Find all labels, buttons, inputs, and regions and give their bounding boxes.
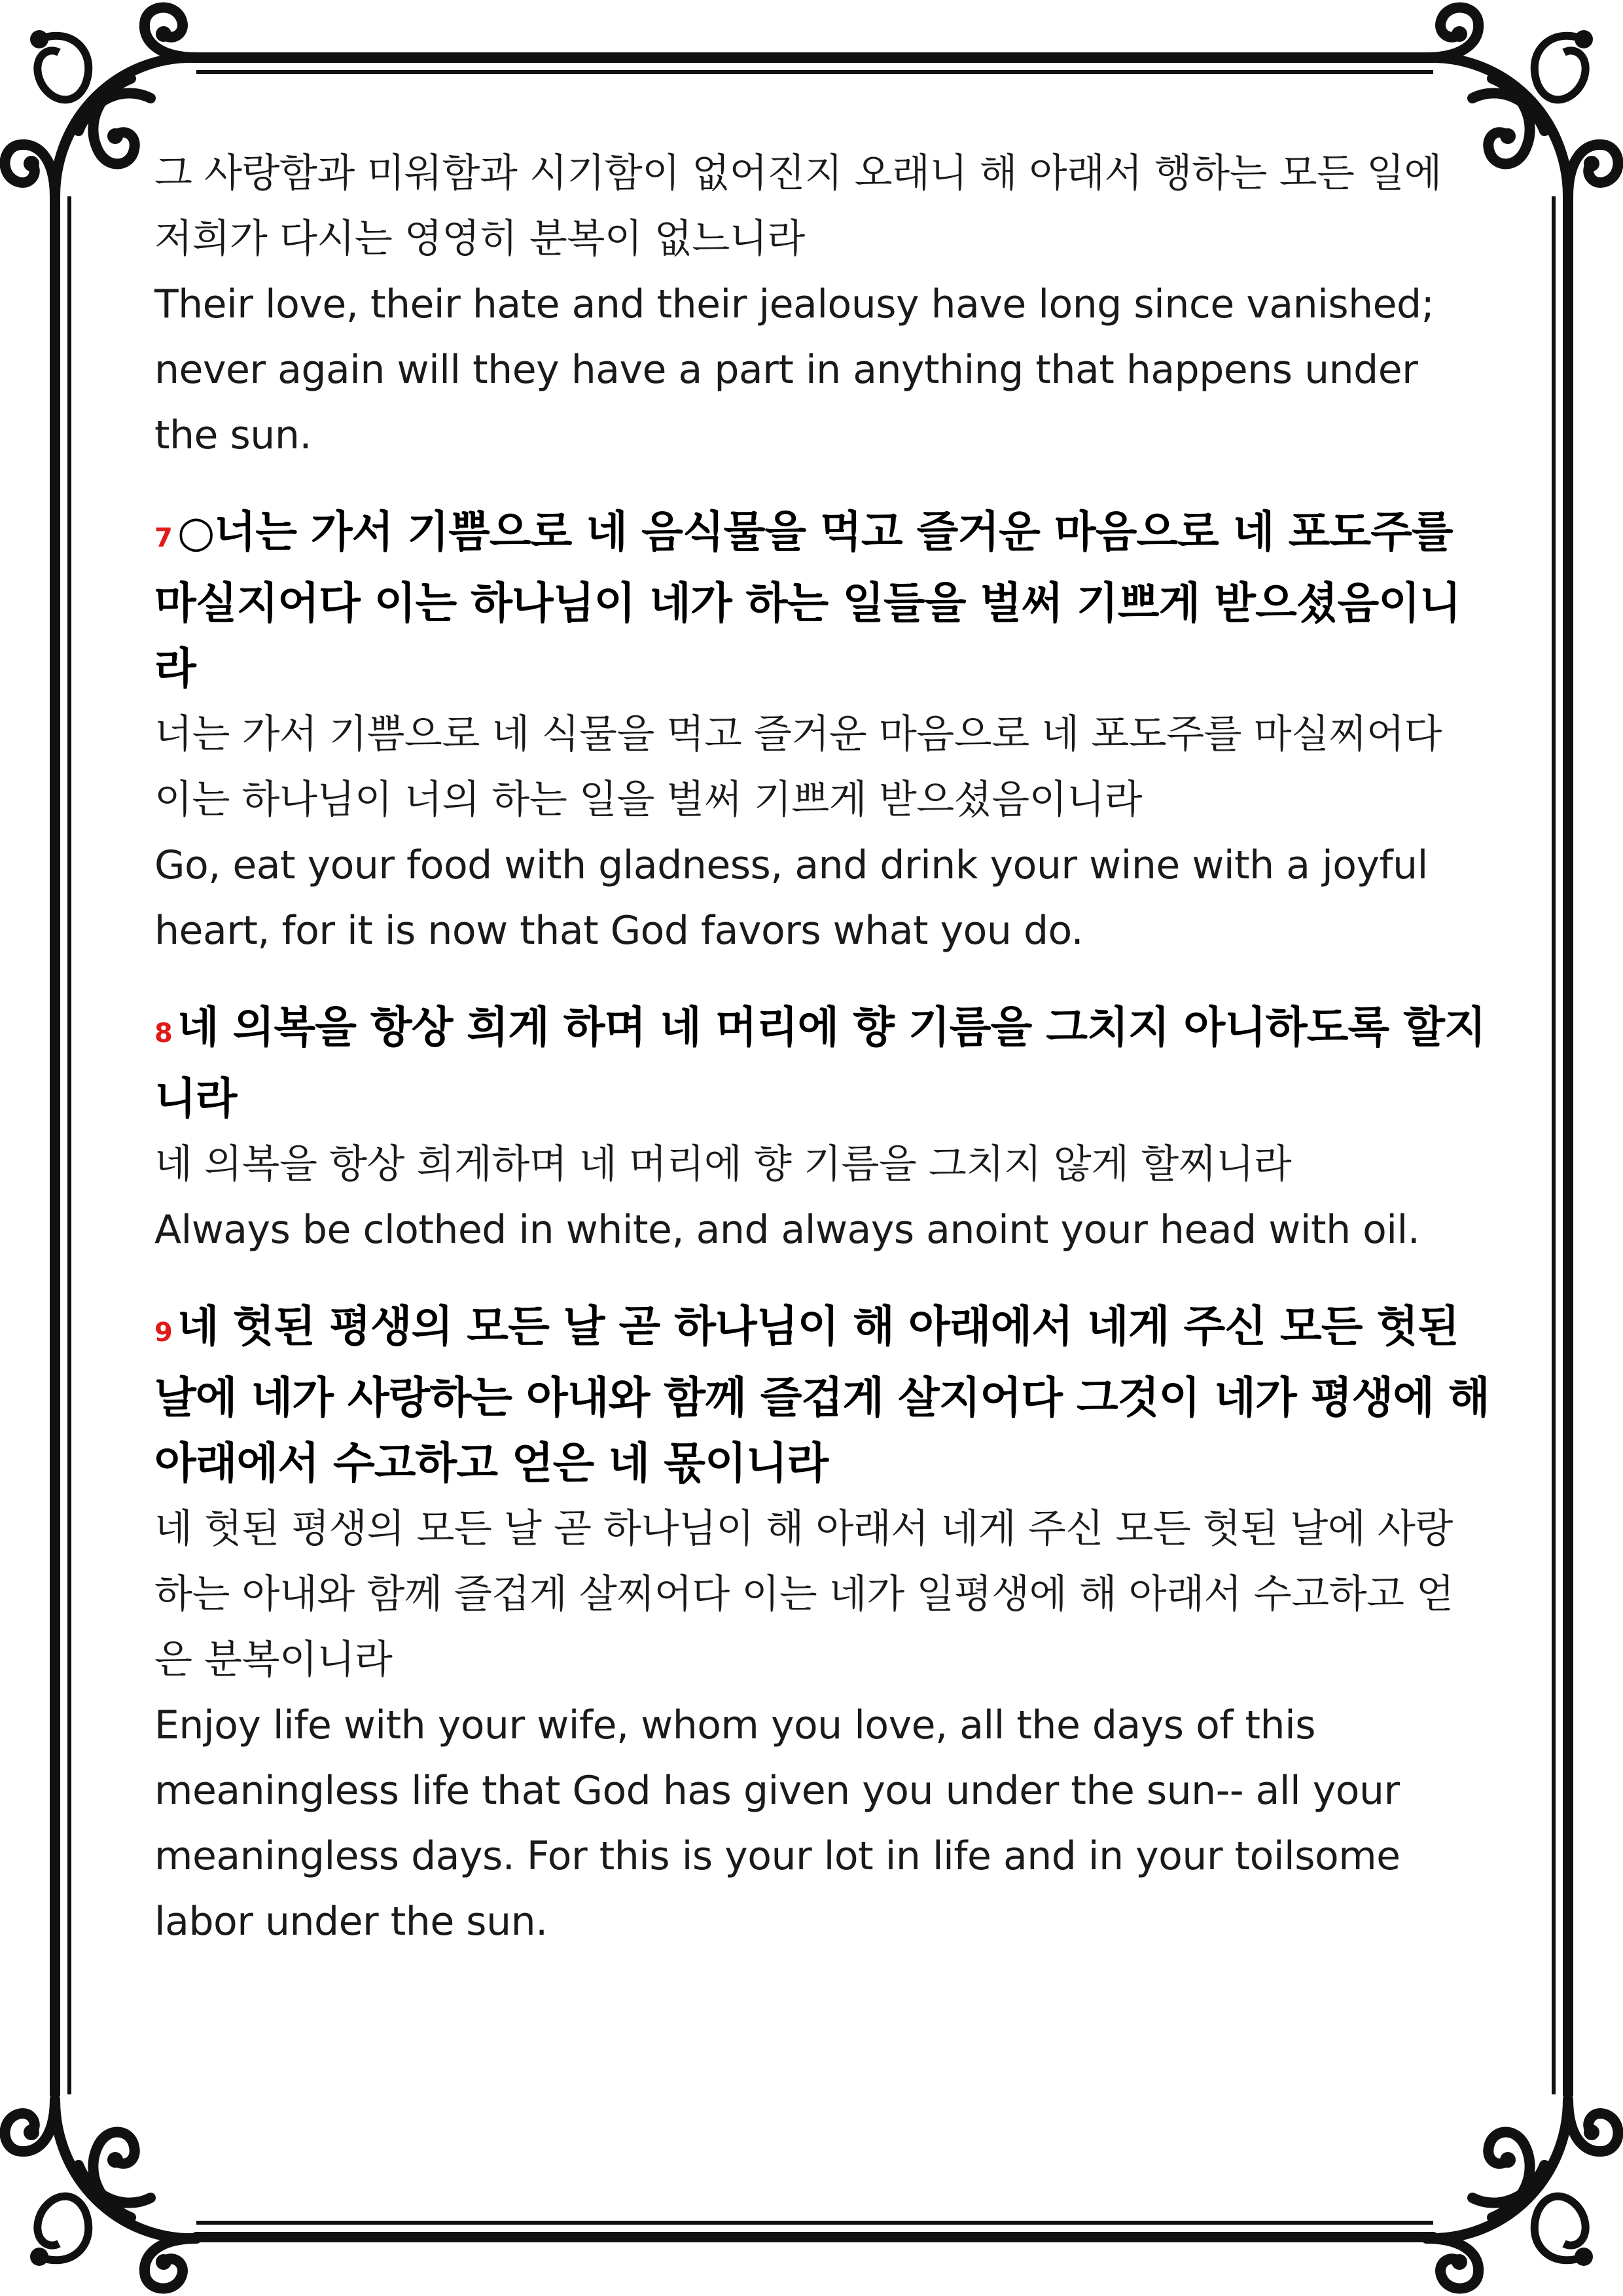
page-content [154, 141, 1489, 1954]
verse-heading [154, 1294, 1489, 1496]
verse-korean: 너는 가서 기쁨으로 네 식물을 먹고 즐거운 마음으로 네 포도주를 마실찌어다 이는 하나님이 너의 하는 일을 벌써 기쁘게 받으셨음이니라 [154, 711, 1442, 823]
verse-number: 8 [154, 1018, 172, 1049]
verse-8 [154, 995, 1489, 1263]
corner-ornament-bottom-left [5, 2100, 196, 2289]
verse-heading-text: ○너는 가서 기쁨으로 네 음식물을 먹고 즐거운 마음으로 네 포도주를 마실지어다 이는 하나님이 네가 하는 일들을 벌써 기쁘게 받으셨음이니라 [154, 507, 1461, 694]
verse-heading-text: 네 헛된 평생의 모든 날 곧 하나님이 해 아래에서 네게 주신 모든 헛된 날에 네가 사랑하는 아내와 함께 즐겁게 살지어다 그것이 네가 평생에 해 아래에서 수고하고 얻은 네 몫이니라 [154, 1301, 1489, 1488]
verse-number: 7 [154, 523, 172, 553]
verse-heading [154, 499, 1489, 702]
verse-english: Enjoy life with your wife, whom you love, all the days of this meaningless life that God has given you under the sun-- all your meaningless days. For this is your lot in life and in your toilsome labor under the sun. [154, 1702, 1400, 1945]
verse-korean: 네 헛된 평생의 모든 날 곧 하나님이 해 아래서 네게 주신 모든 헛된 날에 사랑하는 아내와 함께 즐겁게 살찌어다 이는 네가 일평생에 해 아래서 수고하고 얻은 분복이니라 [154, 1506, 1454, 1683]
corner-ornament-bottom-right [1427, 2100, 1618, 2289]
verse-english: Go, eat your food with gladness, and drink your wine with a joyful heart, for it is now that God favors what you do. [154, 842, 1428, 954]
intro-block [154, 141, 1489, 468]
verse-heading-text: 네 의복을 항상 희게 하며 네 머리에 향 기름을 그치지 아니하도록 할지니라 [154, 1002, 1486, 1124]
verse-heading [154, 995, 1489, 1132]
verse-korean: 네 의복을 항상 희게하며 네 머리에 향 기름을 그치지 않게 할찌니라 [154, 1141, 1292, 1187]
verse-english: Always be clothed in white, and always anoint your head with oil. [154, 1207, 1420, 1253]
verse-9 [154, 1294, 1489, 1954]
verse-number: 9 [154, 1318, 172, 1348]
verse-7 [154, 499, 1489, 963]
intro-english: Their love, their hate and their jealousy have long since vanished; never again will they have a part in anything that happens under the sun. [154, 281, 1435, 458]
intro-korean: 그 사랑함과 미워함과 시기함이 없어진지 오래니 해 아래서 행하는 모든 일에 저희가 다시는 영영히 분복이 없느니라 [154, 151, 1442, 262]
